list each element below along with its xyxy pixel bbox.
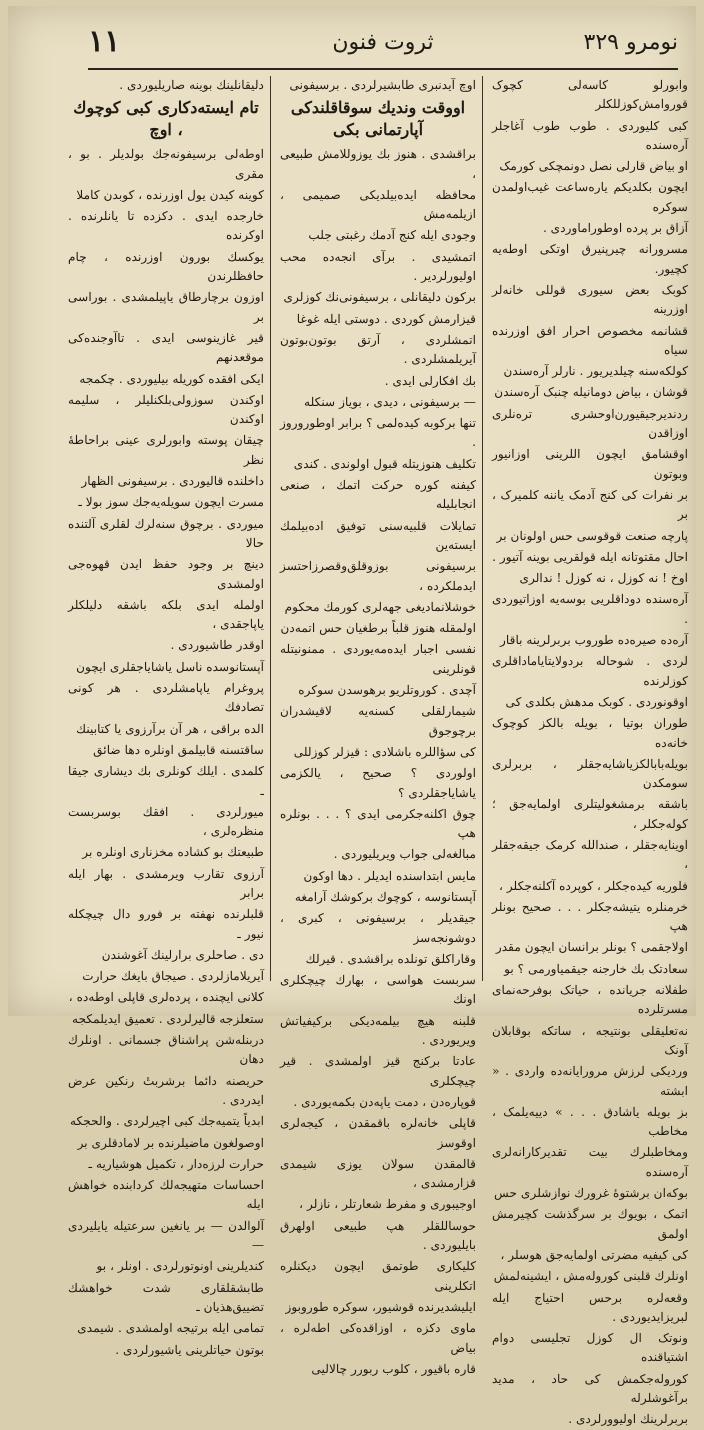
text-line: ماوی دکزه ، اوزاقده‌کی اطه‌لره ، بیاض — [280, 1321, 476, 1355]
text-line: طبیعتك بو کشاده مخزناری اونلره بر — [82, 845, 264, 860]
text-line: اوصولغون ماضیلرنده بر لامادقلری بر — [77, 1135, 264, 1150]
text-line: خوشلانمادیغی جهه‌لری کورمك محکوم — [284, 599, 476, 614]
text-line: اتمشلردی ، آرتق بوتون‌بوتون آیریلمشلردی . — [280, 332, 476, 367]
text-line: داخلنده قالیوردی . برسیفونی الظهار — [81, 474, 264, 489]
text-line: پارچه صنعت قوقوسی حس اولونان بر — [496, 528, 688, 543]
text-line: اوخ ! نه کوزل ، نه کوزل ! ندالری — [519, 571, 688, 586]
text-line: اوینایه‌جقلر ، صندالله کرمک جیقه‌جقلر ، — [492, 837, 688, 872]
text-line: جیقدیلر ، برسیفونی ، کبری ، دوشونجه‌سز — [280, 911, 476, 945]
text-line: تمامی ایله برتیجه اولمشدی . شیمدی — [77, 1321, 264, 1336]
column-middle — [280, 76, 476, 1376]
text-line: شیمارلقلی کسنه‌یه‌ لاقیشدران برچوجوق — [280, 704, 476, 738]
text-line: تمایلات قلبیه‌سنی توفیق اده‌بیلمك ایسته‌ین — [280, 518, 476, 552]
text-line: آلوالدن — بر یانغین سرعتیله یایلیردی — — [68, 1218, 264, 1253]
text-line: بوتون حیاتلرینی یاشیورلردی . — [115, 1342, 264, 1357]
text-line: دلیقانلینك بوینه صاریلیوردی . — [119, 78, 264, 92]
text-line: اولمله ایدی بلکه باشقه دلیلکلر یاپاجقدی ، — [68, 597, 264, 632]
text-line: آرزوی تقارب ویرمشدی . بهار ایله برابر — [68, 866, 264, 900]
text-line: آره‌سنده دوداقلریی بوسه‌یه اوزاتیوردی . — [492, 592, 688, 626]
text-line: کلیکاری طوتمق ایچون دیکنلره اتکلرینی — [280, 1259, 476, 1293]
text-line: الده براقی ، هر آن برآرزوی یا کتابینك — [76, 721, 264, 736]
text-line: وجودی ایله کنج آدمك رغبتی جلب — [308, 228, 476, 243]
text-line: وردیکی لرزش مرورایانه‌ده واردی . « ابشته — [492, 1064, 688, 1098]
page-header — [88, 24, 678, 70]
text-line: کوینه کیدن یول اوزرنده ، کوبدن کاملا — [76, 187, 264, 202]
text-line: کندیلرینی اونوتورلردی . اونلر ، بو — [96, 1259, 264, 1274]
text-line: اوطه‌لی برسیفونه‌جك بولدیلر . بو ، مقری — [68, 147, 264, 181]
text-line: چیقان پوسته وابورلری عینی براحاطهٔ نظر — [68, 433, 264, 467]
column-divider — [270, 76, 271, 981]
text-line: آیریلامازلردی . صیجاق بایغك حرارت — [82, 969, 264, 984]
text-line: او بیاض قارلی نصل دونمچکی کورمک — [499, 159, 688, 174]
text-line: بوکه‌ان برشتوهٔ غرورك نوازشلری حس — [493, 1186, 688, 1201]
text-line: کوروله‌جکمش کی حاد ، مدید برآغوشلرله — [492, 1371, 688, 1405]
text-line: قشانمه مخصوص احرار افق اوزرنده سیاه — [492, 323, 688, 357]
text-line: حوساللقلر هپ طبیعی اولهرق بایلیوردی . — [280, 1218, 476, 1253]
text-line: قیر غازینوسی ایدی . تاآوجنده‌کی موقعدنهم — [68, 330, 264, 365]
text-line: قلبلرنده نهفته بر فورو دال چیچکله نیور ـ — [68, 907, 264, 941]
text-line: وابورلو کاسه‌لی کچوک قوروامش‌کوزللکلر — [492, 78, 688, 112]
text-line: نفسی اجبار ایده‌مه‌یوردی . ممنونیتله قونلرینی — [280, 642, 476, 676]
text-line: اوکندن سوزولی‌بلکنلیلر ، سلیمه اوکندن — [68, 392, 264, 427]
text-line: بر نفرات کی کنج آدمک یاننه کلمیرک ، بر — [492, 487, 688, 522]
text-line: آپستانوسده ناسل یاشایاجقلری ایچون — [76, 659, 264, 674]
text-line: خرمنلره یتیشه‌جکلر . . . صحیح بونلر هپ — [492, 899, 688, 934]
text-line: قیزارمش کوردی . دوستی ایله غوغا — [296, 311, 476, 326]
column-left-heading: تام ایسته‌دکاری کبی کوچوك ، اوچ — [73, 98, 259, 140]
text-line: دی . صاحلری برارلینك آغوشندن — [101, 947, 264, 962]
text-line: محافظه ایده‌بیلدیکی صمیمی ، ازیلمه‌مش — [280, 187, 476, 222]
text-line: اوزون برچارطاق یاپیلمشدی . بوراسی بر — [68, 290, 264, 324]
column-middle-heading: اووقت وندیك سوقاقلندکی آپارتمانی بکی — [290, 98, 466, 140]
text-line: نه‌تعلیقلی بونتیجه ، ساتکه بوقابلان آونک — [492, 1023, 688, 1057]
text-line: قاره باقیور ، کلوب ربورر چالالیی — [311, 1361, 476, 1376]
text-line: کی کیفیه مضرتی اولمایه‌جق هوسلر ، — [500, 1247, 688, 1262]
text-line: کوبک بعض سیوری قوللی خانه‌لر اوزرینه — [492, 282, 688, 317]
text-line: عادتا برکنج قیز اولمشدی . قیر چیچکلری — [280, 1054, 476, 1088]
text-line: آزاق بر پرده اوطوراماوردی . — [542, 221, 688, 236]
text-line: قلبنه هیچ بیلمه‌دیکی برکیفیاتش ویریوردی . — [280, 1013, 476, 1048]
text-line: اتمشیدی . برآی انجه‌ده محب اولیورلردیر . — [280, 249, 476, 284]
text-line: مبالغه‌لی جواب ویریلیوردی . — [333, 847, 476, 862]
text-line: ونوتک ال کوزل تجلیسی دوام اشتیاقنده — [492, 1331, 688, 1365]
text-line: اوجیبوری و مفرط شعارتلر ، نازلر ، — [299, 1197, 476, 1212]
text-line: ابدیاً یتمیه‌جك کبی اچیرلردی . والحجکه — [69, 1114, 264, 1129]
text-line: براقشدی . هنوز بك یوزوللامش طبیعی ، — [280, 147, 476, 181]
page-number: ١١ — [88, 24, 121, 59]
text-line: آچدی . کوروتلریو برهوسدن سوکره — [298, 683, 476, 698]
text-line: قالمقدن سولان یوزی شیمدی قزارمشدی ، — [280, 1156, 476, 1191]
text-line: خارجده ایدی . دکزده تا یانلرنده . اوکرنده — [68, 209, 264, 243]
text-line: مسرورانه چیرپنیرق اوتکی اوطه‌یه کچیور. — [492, 242, 688, 276]
text-line: — برسیفونی ، دیدی ، بویاز سنکله — [304, 394, 476, 409]
text-line: طفلانه جریانده ، حیاتک بوفرحه‌نمای مسرتلرده — [492, 983, 688, 1017]
text-line: ستعلزجه قالیرلردی . تعمیق ایدیلمکجه — [72, 1011, 264, 1026]
text-line: اوقشامق ایچون اللرینی اوزانیور وبوتون — [492, 447, 688, 481]
text-line: سعادتک بك خارجنه جیقمیاورمی ؟ بو — [504, 961, 688, 976]
text-line: سربست هواسی ، بهارك چیچکلری اونك — [280, 973, 476, 1007]
text-line: طابشقلقاری شدت خواهشك تضییق‌هذیان ـ — [68, 1280, 264, 1314]
text-line: کبی کلیوردی . طوب طوب آغاجلر آره‌سنده — [492, 118, 688, 152]
text-line: تکلیف هنوزیتله قبول اولوندی . کندی — [293, 456, 476, 471]
text-line: ایچون بکلدیکم یاره‌ساعت غیب‌اولمدن سوکره — [492, 180, 688, 214]
issue-number: نومرو ٣٢٩ — [583, 30, 678, 55]
text-line: اوچ آیدنبری طابشیرلردی . برسیفونی — [289, 78, 476, 92]
text-line: دینچ بر وجود حفظ ایدن قهوه‌جی اولمشدی — [68, 557, 264, 591]
text-line: یوکسك بورون اوزرنده ، چام حافظلرندن — [68, 249, 264, 284]
text-line: وقعه‌لره برحس احتیاج ایله لبریزایدیوردی . — [492, 1290, 688, 1324]
text-line: میوردی . برچوق سنه‌لرك لقلری آلتنده حالا — [68, 516, 264, 550]
text-line: بز بویله یاشادق . . . » دییه‌یلمک ، مخاطب — [492, 1104, 688, 1139]
text-line: بربرلرینك اولیوورلردی . — [568, 1412, 688, 1427]
text-line: چوق اکلنه‌جکرمی ایدی ؟ . . . بونلره هپ — [280, 806, 476, 841]
text-line: ردندیرجیقیورن‌اوحشری تره‌نلری اوزاقدن — [492, 406, 688, 441]
text-line: طوران بوتیا ، بویله بالکز کوچوک خانه‌ده — [492, 716, 688, 750]
text-line: کیفنه کوره حرکت اتمك ، صنعی انجابلیله — [280, 478, 476, 512]
text-line: اوقدر طاشیوردی . — [170, 638, 264, 653]
text-line: اولمقله هنوز قلباً برطغیان حس اتمه‌دن — [280, 621, 476, 636]
journal-page — [8, 6, 696, 1427]
text-line: آره‌ده صیره‌ده طوروب بربرلرینه باقار — [500, 633, 688, 648]
text-line: آپستانوسه ، کوچوك برکوشك آرامغه — [294, 889, 476, 904]
text-line: بویله‌بابالکز‌یاشایه‌جقلر ، بربرلری سومکدن — [492, 756, 688, 791]
text-line: ساقتسنه قابیلمق اونلره دها ضائق — [93, 742, 264, 757]
text-line: اوقونوردی . کوبک مدهش بکلدی کی — [505, 694, 688, 709]
text-line: احساسات متهیجه‌لك کردابنده خواهش ایله — [68, 1178, 264, 1212]
text-line: لردی . شوحاله بردولایتایاماداقلری کوزلرنده — [492, 654, 688, 688]
text-line: برسیفونی بوزوقلق‌وقصرزاحتسز ایدملکرده ، — [280, 559, 476, 593]
journal-title: ثروت فنون — [332, 30, 434, 55]
text-columns — [68, 76, 688, 1427]
text-line: فلوریه کیده‌جکلر ، کوپرده آکلنه‌جکلر ، — [499, 878, 688, 893]
text-line: اولوردی ؟ صحیح ، یالکزمی یاشایاجقلردی ؟ — [280, 766, 476, 800]
text-line: تنها برکوبه کیده‌لمی ؟ برابر اوطوروروز . — [280, 416, 476, 450]
text-line: بك افکارلی ایدی . — [384, 373, 476, 388]
text-line: اولاجقمی ؟ بونلر برانسان ایچون مقدر — [495, 940, 688, 955]
text-line: ومخاطبلرك بیت تقدیرکارانه‌لری آره‌سنده — [492, 1145, 688, 1179]
text-line: اتمک ، بویوك بر سرگذشت کچیرمش اولمق — [492, 1207, 688, 1241]
text-line: قوپاره‌دن ، دمت یاپه‌دن بکمه‌یوردی . — [293, 1094, 476, 1109]
text-line: وقاراکلق تونلده براقشدی . قیرلك — [305, 951, 476, 966]
text-line: دربنله‌شن پراشناق جسمانی . اونلرك دهان — [68, 1033, 264, 1067]
text-line: قاپلی خانه‌لره باقمقدن ، کیجه‌لری اوقوسز — [280, 1116, 476, 1150]
text-line: مایس ابتداسنده ایدیلر . دها اوکون — [303, 868, 476, 883]
column-right — [492, 76, 688, 1427]
text-line: کولکه‌سنه چیلدیریور . نارلر آره‌سندن — [503, 364, 688, 379]
text-line: احال مقتوتانه ایله قولقریی بوینه آتیور . — [492, 549, 688, 564]
text-line: حریصنه دائما برشربتٔ رنکین عرض ایدردی . — [68, 1073, 264, 1107]
text-line: اونلرك قلبنی کوروله‌مش ، ایشینه‌لمش — [493, 1269, 688, 1284]
text-line: پروغرام یاپامشلردی . هر کونی تصادفك — [68, 681, 264, 715]
text-line: برکون دلیقانلی ، برسیفونی‌نك کوزلری — [283, 290, 476, 305]
text-line: ایکی افقده کوریله بیلیوردی . چکمجه — [79, 371, 264, 386]
text-line: قوشان ، بیاض دومانیله چنبک آره‌سندن — [494, 385, 688, 400]
text-line: ایلیشدیرنده قوشیور، سوکره طوروبوز — [285, 1299, 476, 1314]
text-line: میورلردی . افقك بوسربست منظره‌لری ، — [68, 804, 264, 839]
column-divider — [482, 76, 483, 981]
text-line: کی سؤاللره باشلادی : قیزلر کوزللی — [293, 744, 476, 759]
text-line: مسرت ایچون سویله‌یه‌جك سوز بولا ـ — [78, 495, 264, 510]
text-line: کلانی ایچنده ، پرده‌لری قاپلی اوطه‌ده ، — [68, 990, 264, 1005]
text-line: باشقه برمشغولیتلری اولمایه‌جق ؛ کوله‌جکلر ، — [492, 797, 688, 831]
text-line: کلمدی . ایلك کونلری بك دیشاری جیقا ـ — [68, 764, 264, 798]
column-left — [68, 76, 264, 1357]
text-line: حرارت لرزه‌دار ، تکمیل هوشیاریه ـ — [88, 1156, 264, 1171]
